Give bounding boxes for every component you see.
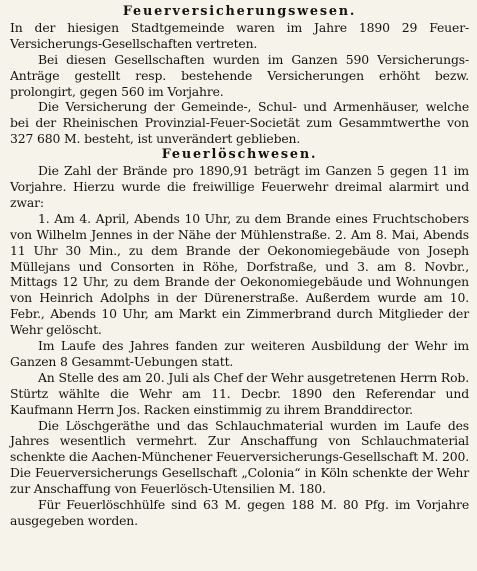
paragraph: Die Versicherung der Gemeinde-, Schul- und Armenhäuser, welche bei der Rheinischen Provinzial-Feuer-Societät zum Gesammtwerthe von 327 680 M. besteht, ist unverändert geblieben.: [10, 99, 469, 147]
section-heading-fire-fighting: Feuerlöschwesen.: [161, 147, 318, 163]
paragraph: An Stelle des am 20. Juli als Chef der Wehr ausgetretenen Herrn Rob. Stürtz wählte die Wehr am 11. Decbr. 1890 den Referendar und Kaufmann Herrn Jos. Racken einstimmig zu ihrem Branddirector.: [10, 369, 469, 417]
paragraph: 1. Am 4. April, Abends 10 Uhr, zu dem Brande eines Fruchtschobers von Wilhelm Jennes in der Nähe der Mühlenstraße. 2. Am 8. Mai, Abends 11 Uhr 30 Min., zu dem Brande der Oekonomiegebäude von Joseph Müllejans und Consorten in Röhe, Dorfstraße, und 3. am 8. Novbr., Mittags 12 Uhr, zu dem Brande der Oekonomiegebäude und Wohnungen von Heinrich Adolphs in der Dürenerstraße. Außerdem wurde am 10. Febr., Abends 10 Uhr, am Markt ein Zimmerbrand durch Mitglieder der Wehr gelöscht.: [10, 210, 469, 338]
section-heading-fire-insurance: Feuerversicherungswesen.: [122, 4, 357, 19]
paragraph: Für Feuerlöschhülfe sind 63 M. gegen 188 M. 80 Pfg. im Vorjahre ausgegeben worden.: [10, 497, 469, 528]
paragraph: Im Laufe des Jahres fanden zur weiteren Ausbildung der Wehr im Ganzen 8 Gesammt-Uebungen statt.: [10, 338, 469, 369]
paragraph: Die Löschgeräthe und das Schlauchmaterial wurden im Laufe des Jahres wesentlich vermehrt. Zur Anschaffung von Schlauchmaterial schenkte die Aachen-Münchener Feuerversicherungs-Gesellschaft M. 200. Die Feuerversicherungs Gesellschaft „Colonia“ in Köln schenkte der Wehr zur Anschaffung von Feuerlösch-Utensilien M. 180.: [10, 417, 469, 497]
paragraph: In der hiesigen Stadtgemeinde waren im Jahre 1890 29 Feuer-Versicherungs-Gesellschaften vertreten.: [10, 19, 469, 51]
paragraph: Bei diesen Gesellschaften wurden im Ganzen 590 Versicherungs-Anträge gestellt resp. bestehende Versicherungen erhöht bezw. prolongirt, gegen 560 im Vorjahre.: [10, 51, 469, 99]
paragraph: Die Zahl der Brände pro 1890,91 beträgt im Ganzen 5 gegen 11 im Vorjahre. Hierzu wurde die freiwillige Feuerwehr dreimal alarmirt und zwar:: [10, 163, 469, 210]
